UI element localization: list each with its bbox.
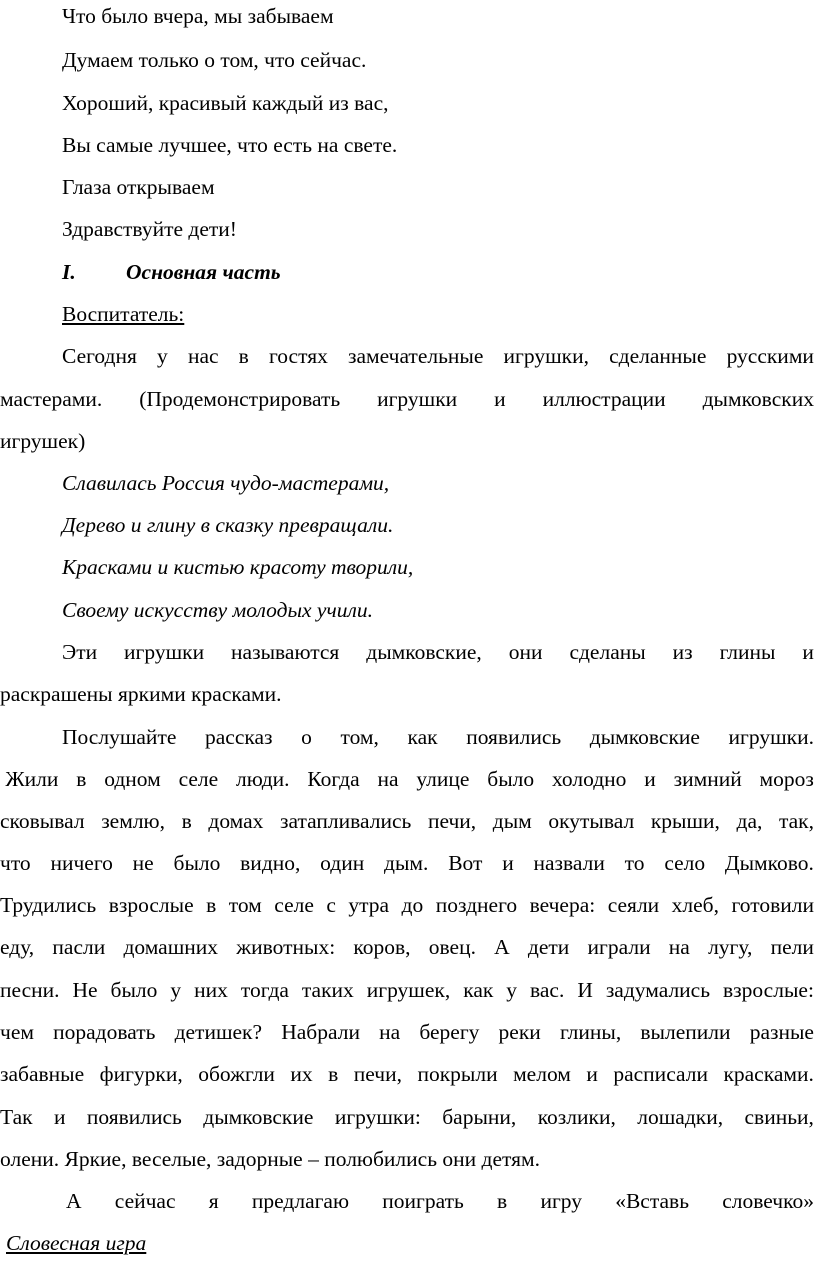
word: Трудились	[0, 893, 97, 917]
poem-line: Что было вчера, мы забываем	[62, 4, 334, 28]
word: как	[407, 725, 438, 749]
word: мастерами.	[0, 387, 103, 411]
section-number: I.	[62, 260, 76, 284]
word: у	[170, 978, 182, 1002]
word: печи,	[353, 1062, 402, 1086]
word: взрослые	[108, 893, 194, 917]
word: что	[0, 851, 31, 875]
word: один	[320, 851, 365, 875]
paragraph-line: раскрашены яркими красками.	[0, 682, 282, 706]
poem-line: Здравствуйте дети!	[62, 217, 237, 241]
word: окутывал	[548, 809, 635, 833]
word: них	[194, 978, 228, 1002]
word: игрушки	[124, 640, 205, 664]
word: чем	[0, 1020, 34, 1044]
word: козлики,	[537, 1105, 616, 1129]
justified-line	[0, 1104, 814, 1130]
word: я	[208, 1189, 219, 1213]
word: и	[644, 767, 656, 791]
word: обожгли	[198, 1062, 275, 1086]
verse-line: Славилась Россия чудо-мастерами,	[62, 471, 390, 495]
section-title: Основная часть	[126, 260, 281, 284]
word: глины	[719, 640, 776, 664]
word: поиграть	[382, 1189, 464, 1213]
word: иллюстрации	[542, 387, 666, 411]
justified-line	[0, 892, 814, 918]
justified-line	[0, 808, 814, 834]
word: сковывал	[0, 809, 85, 833]
paragraph-line: игрушек)	[0, 429, 86, 453]
word: взрослые:	[723, 978, 814, 1002]
game-title: Словесная игра	[6, 1231, 147, 1255]
word: в	[206, 893, 217, 917]
word: пели	[770, 935, 814, 959]
word: вечера:	[529, 893, 596, 917]
justified-line	[62, 724, 814, 750]
word: разные	[749, 1020, 814, 1044]
word: нас	[187, 344, 219, 368]
word: сеяли	[607, 893, 660, 917]
word: сейчас	[114, 1189, 176, 1213]
justified-line	[0, 1061, 814, 1087]
word: задумались	[605, 978, 711, 1002]
word: игру	[540, 1189, 582, 1213]
justified-line	[0, 850, 814, 876]
word: землю,	[101, 809, 165, 833]
word: «Вставь	[615, 1189, 690, 1213]
word: Когда	[307, 767, 360, 791]
word: печи,	[427, 809, 477, 833]
word: не	[132, 851, 154, 875]
word: появились	[86, 1105, 182, 1129]
word: селе	[178, 767, 219, 791]
word: реки	[498, 1020, 541, 1044]
word: позднего	[435, 893, 518, 917]
word: крыши,	[650, 809, 720, 833]
word: И	[577, 978, 593, 1002]
word: игрушки.	[728, 725, 814, 749]
word: Дымково.	[724, 851, 814, 875]
word: ничего	[50, 851, 113, 875]
word: из	[672, 640, 693, 664]
word: забавные	[0, 1062, 85, 1086]
word: игрушки:	[334, 1105, 421, 1129]
word: глины,	[559, 1020, 622, 1044]
word: и	[494, 387, 506, 411]
word: как	[463, 978, 494, 1002]
word: о	[301, 725, 312, 749]
word: в	[181, 809, 192, 833]
word: на	[668, 935, 690, 959]
word: называются	[231, 640, 340, 664]
word: (Продемонстрировать	[139, 387, 341, 411]
word: домашних	[123, 935, 219, 959]
word: в	[76, 767, 87, 791]
word: игрушек,	[366, 978, 451, 1002]
word: предлагаю	[251, 1189, 350, 1213]
word: коров,	[353, 935, 411, 959]
word: игрушки,	[503, 344, 589, 368]
word: расписали	[613, 1062, 708, 1086]
word: дым.	[384, 851, 429, 875]
word: дымковские	[203, 1105, 314, 1129]
speaker-name: Воспитатель:	[62, 302, 185, 326]
word: так,	[778, 809, 814, 833]
word: в	[497, 1189, 508, 1213]
justified-line	[0, 1019, 814, 1045]
verse-line: Своему искусству молодых учили.	[62, 598, 373, 622]
verse-line: Дерево и глину в сказку превращали.	[62, 513, 394, 537]
word: Сегодня	[62, 344, 137, 368]
word: барыни,	[442, 1105, 517, 1129]
paragraph-line: олени. Яркие, веселые, задорные – полюбились они детям.	[0, 1147, 540, 1171]
word: гостях	[268, 344, 328, 368]
justified-line	[62, 639, 814, 665]
word: у	[506, 978, 518, 1002]
word: они	[508, 640, 543, 664]
word: сделанные	[609, 344, 707, 368]
word: таких	[301, 978, 354, 1002]
word: появились	[466, 725, 562, 749]
poem-line: Вы самые лучшее, что есть на свете.	[62, 133, 398, 157]
word: пасли	[52, 935, 106, 959]
word: одном	[104, 767, 161, 791]
word: селе	[274, 893, 314, 917]
word: Вот	[448, 851, 483, 875]
word: да,	[736, 809, 763, 833]
word: русскими	[726, 344, 814, 368]
poem-line: Глаза открываем	[62, 175, 215, 199]
word: холодно	[551, 767, 627, 791]
verse-line: Красками и кистью красоту творили,	[62, 555, 414, 579]
word: на	[377, 767, 399, 791]
word: словечко»	[722, 1189, 814, 1213]
speaker-label	[0, 301, 816, 327]
word: играли	[587, 935, 651, 959]
word: вылепили	[640, 1020, 731, 1044]
justified-line	[0, 934, 814, 960]
word: было	[110, 978, 158, 1002]
word: Не	[72, 978, 98, 1002]
word: их	[290, 1062, 313, 1086]
word: Набрали	[281, 1020, 360, 1044]
word: и	[586, 1062, 598, 1086]
word: Послушайте	[62, 725, 177, 749]
word: до	[401, 893, 424, 917]
word: дымковские	[589, 725, 700, 749]
word: еду,	[0, 935, 35, 959]
word: в	[238, 344, 249, 368]
game-heading	[6, 1230, 816, 1256]
word: и	[802, 640, 814, 664]
word: готовили	[731, 893, 814, 917]
word: А	[494, 935, 510, 959]
word: свиньи,	[744, 1105, 814, 1129]
word: мелом	[513, 1062, 571, 1086]
word: и	[53, 1105, 66, 1129]
word: красками.	[723, 1062, 814, 1086]
poem-line: Хороший, красивый каждый из вас,	[62, 91, 389, 115]
word: у	[157, 344, 168, 368]
word: берегу	[419, 1020, 480, 1044]
word: дым	[492, 809, 532, 833]
word: лугу,	[708, 935, 753, 959]
word: домах	[208, 809, 264, 833]
word: порадовать	[53, 1020, 156, 1044]
justified-line	[0, 386, 814, 412]
word: Жили	[0, 767, 59, 791]
word: видно,	[240, 851, 301, 875]
word: сделаны	[569, 640, 646, 664]
word: А	[66, 1189, 82, 1213]
word: было	[487, 767, 535, 791]
word: улице	[416, 767, 470, 791]
word: дымковских	[702, 387, 814, 411]
word: мороз	[759, 767, 814, 791]
justified-line	[0, 977, 814, 1003]
word: песни.	[0, 978, 60, 1002]
word: назвали	[533, 851, 605, 875]
word: том	[228, 893, 262, 917]
word: замечательные	[347, 344, 484, 368]
word: в	[328, 1062, 339, 1086]
word: село	[664, 851, 706, 875]
justified-line	[66, 1188, 814, 1214]
word: затапливались	[280, 809, 412, 833]
word: фигурки,	[99, 1062, 183, 1086]
word: люди.	[236, 767, 290, 791]
word: утра	[348, 893, 390, 917]
word: рассказ	[204, 725, 273, 749]
word: дети	[527, 935, 570, 959]
justified-line	[0, 766, 814, 792]
word: дымковские,	[366, 640, 482, 664]
word: было	[173, 851, 221, 875]
word: то	[624, 851, 645, 875]
word: том,	[340, 725, 379, 749]
word: вас.	[530, 978, 565, 1002]
word: Так	[0, 1105, 33, 1129]
word: покрыли	[417, 1062, 498, 1086]
word: с	[326, 893, 336, 917]
word: Эти	[62, 640, 98, 664]
word: детишек?	[174, 1020, 263, 1044]
word: и	[502, 851, 514, 875]
word: лошадки,	[637, 1105, 724, 1129]
word: тогда	[240, 978, 289, 1002]
justified-line	[62, 343, 814, 369]
word: хлеб,	[671, 893, 719, 917]
word: овец.	[428, 935, 476, 959]
poem-line: Думаем только о том, что сейчас.	[62, 48, 367, 72]
word: животных:	[236, 935, 336, 959]
word: на	[379, 1020, 401, 1044]
word: зимний	[673, 767, 742, 791]
word: игрушки	[377, 387, 458, 411]
